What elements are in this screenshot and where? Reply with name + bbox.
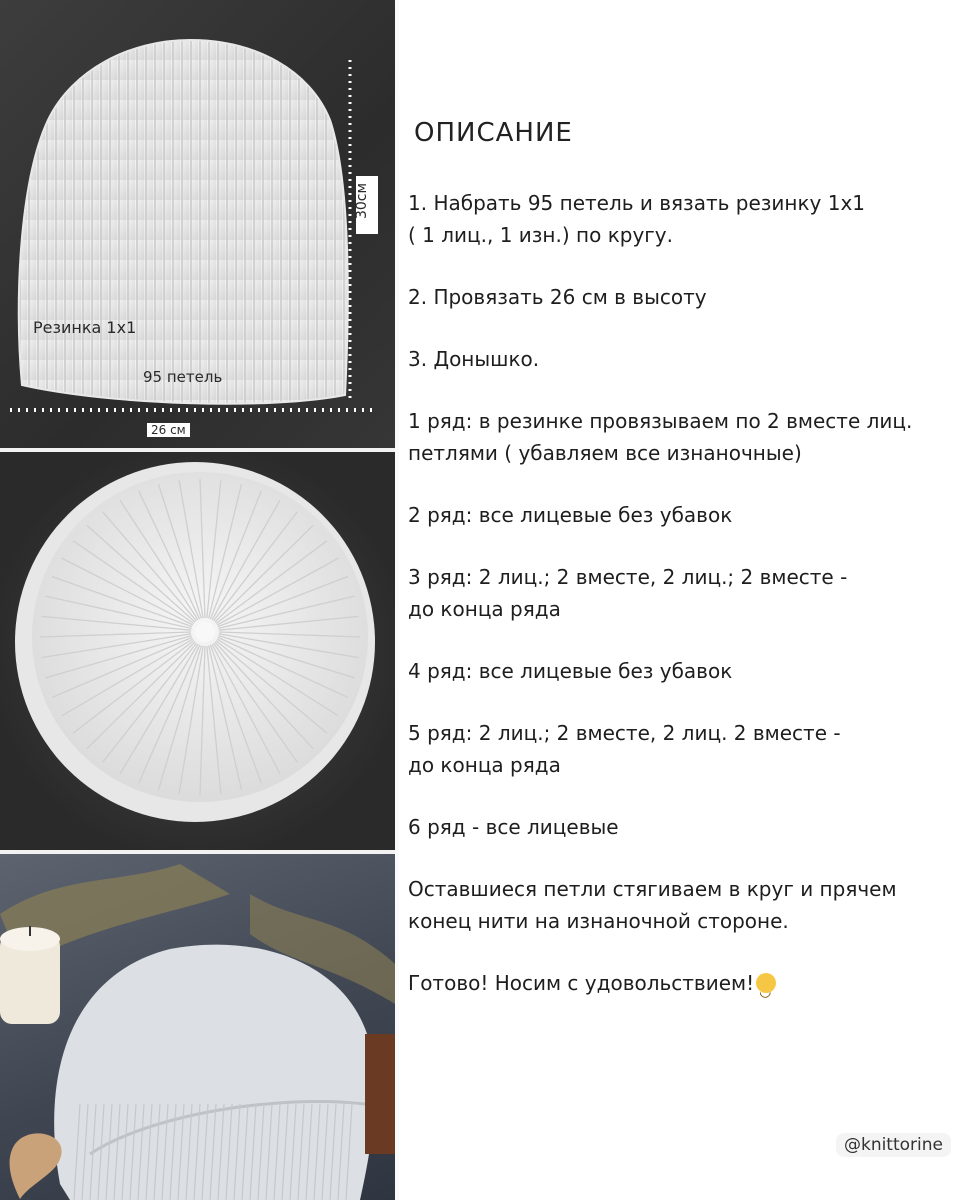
step-line: 6 ряд - все лицевые xyxy=(408,815,619,839)
step-line: 4 ряд: все лицевые без убавок xyxy=(408,659,733,683)
step-line: до конца ряда xyxy=(408,597,561,621)
step-line: до конца ряда xyxy=(408,753,561,777)
width-label: 26 см xyxy=(147,423,190,437)
final-text: Готово! Носим с удовольствием! xyxy=(408,971,755,995)
final-line xyxy=(408,966,776,1000)
watermark: @knittorine xyxy=(836,1133,951,1157)
stitches-label: 95 петель xyxy=(143,368,223,386)
step-line: петлями ( убавляем все изнаночные) xyxy=(408,441,802,465)
column-separator xyxy=(395,0,399,1200)
step-line: 1. Набрать 95 петель и вязать резинку 1х1 xyxy=(408,191,866,215)
hat-crown-illustration xyxy=(0,452,395,850)
description-title: ОПИСАНИЕ xyxy=(414,118,573,148)
step-line: 2. Провязать 26 см в высоту xyxy=(408,285,707,309)
step-line: ( 1 лиц., 1 изн.) по кругу. xyxy=(408,223,673,247)
photo-hat-measurements xyxy=(0,0,395,448)
step-line: 3 ряд: 2 лиц.; 2 вместе, 2 лиц.; 2 вместе - xyxy=(408,565,848,589)
step-line: 3. Донышко. xyxy=(408,347,540,371)
step-line: 5 ряд: 2 лиц.; 2 вместе, 2 лиц. 2 вместе - xyxy=(408,721,841,745)
step-line: Оставшиеся петли стягиваем в круг и прячем xyxy=(408,877,897,901)
hat-styled-illustration xyxy=(0,854,395,1200)
height-label: 30см xyxy=(354,182,371,220)
step-line: 2 ряд: все лицевые без убавок xyxy=(408,503,733,527)
rib-label: Резинка 1х1 xyxy=(33,318,137,337)
photo-hat-crown xyxy=(0,452,395,850)
smiling-face-icon xyxy=(756,973,776,993)
step-line: 1 ряд: в резинке провязываем по 2 вместе лиц. xyxy=(408,409,913,433)
step-line: конец нити на изнаночной стороне. xyxy=(408,909,789,933)
photo-hat-styled xyxy=(0,854,395,1200)
